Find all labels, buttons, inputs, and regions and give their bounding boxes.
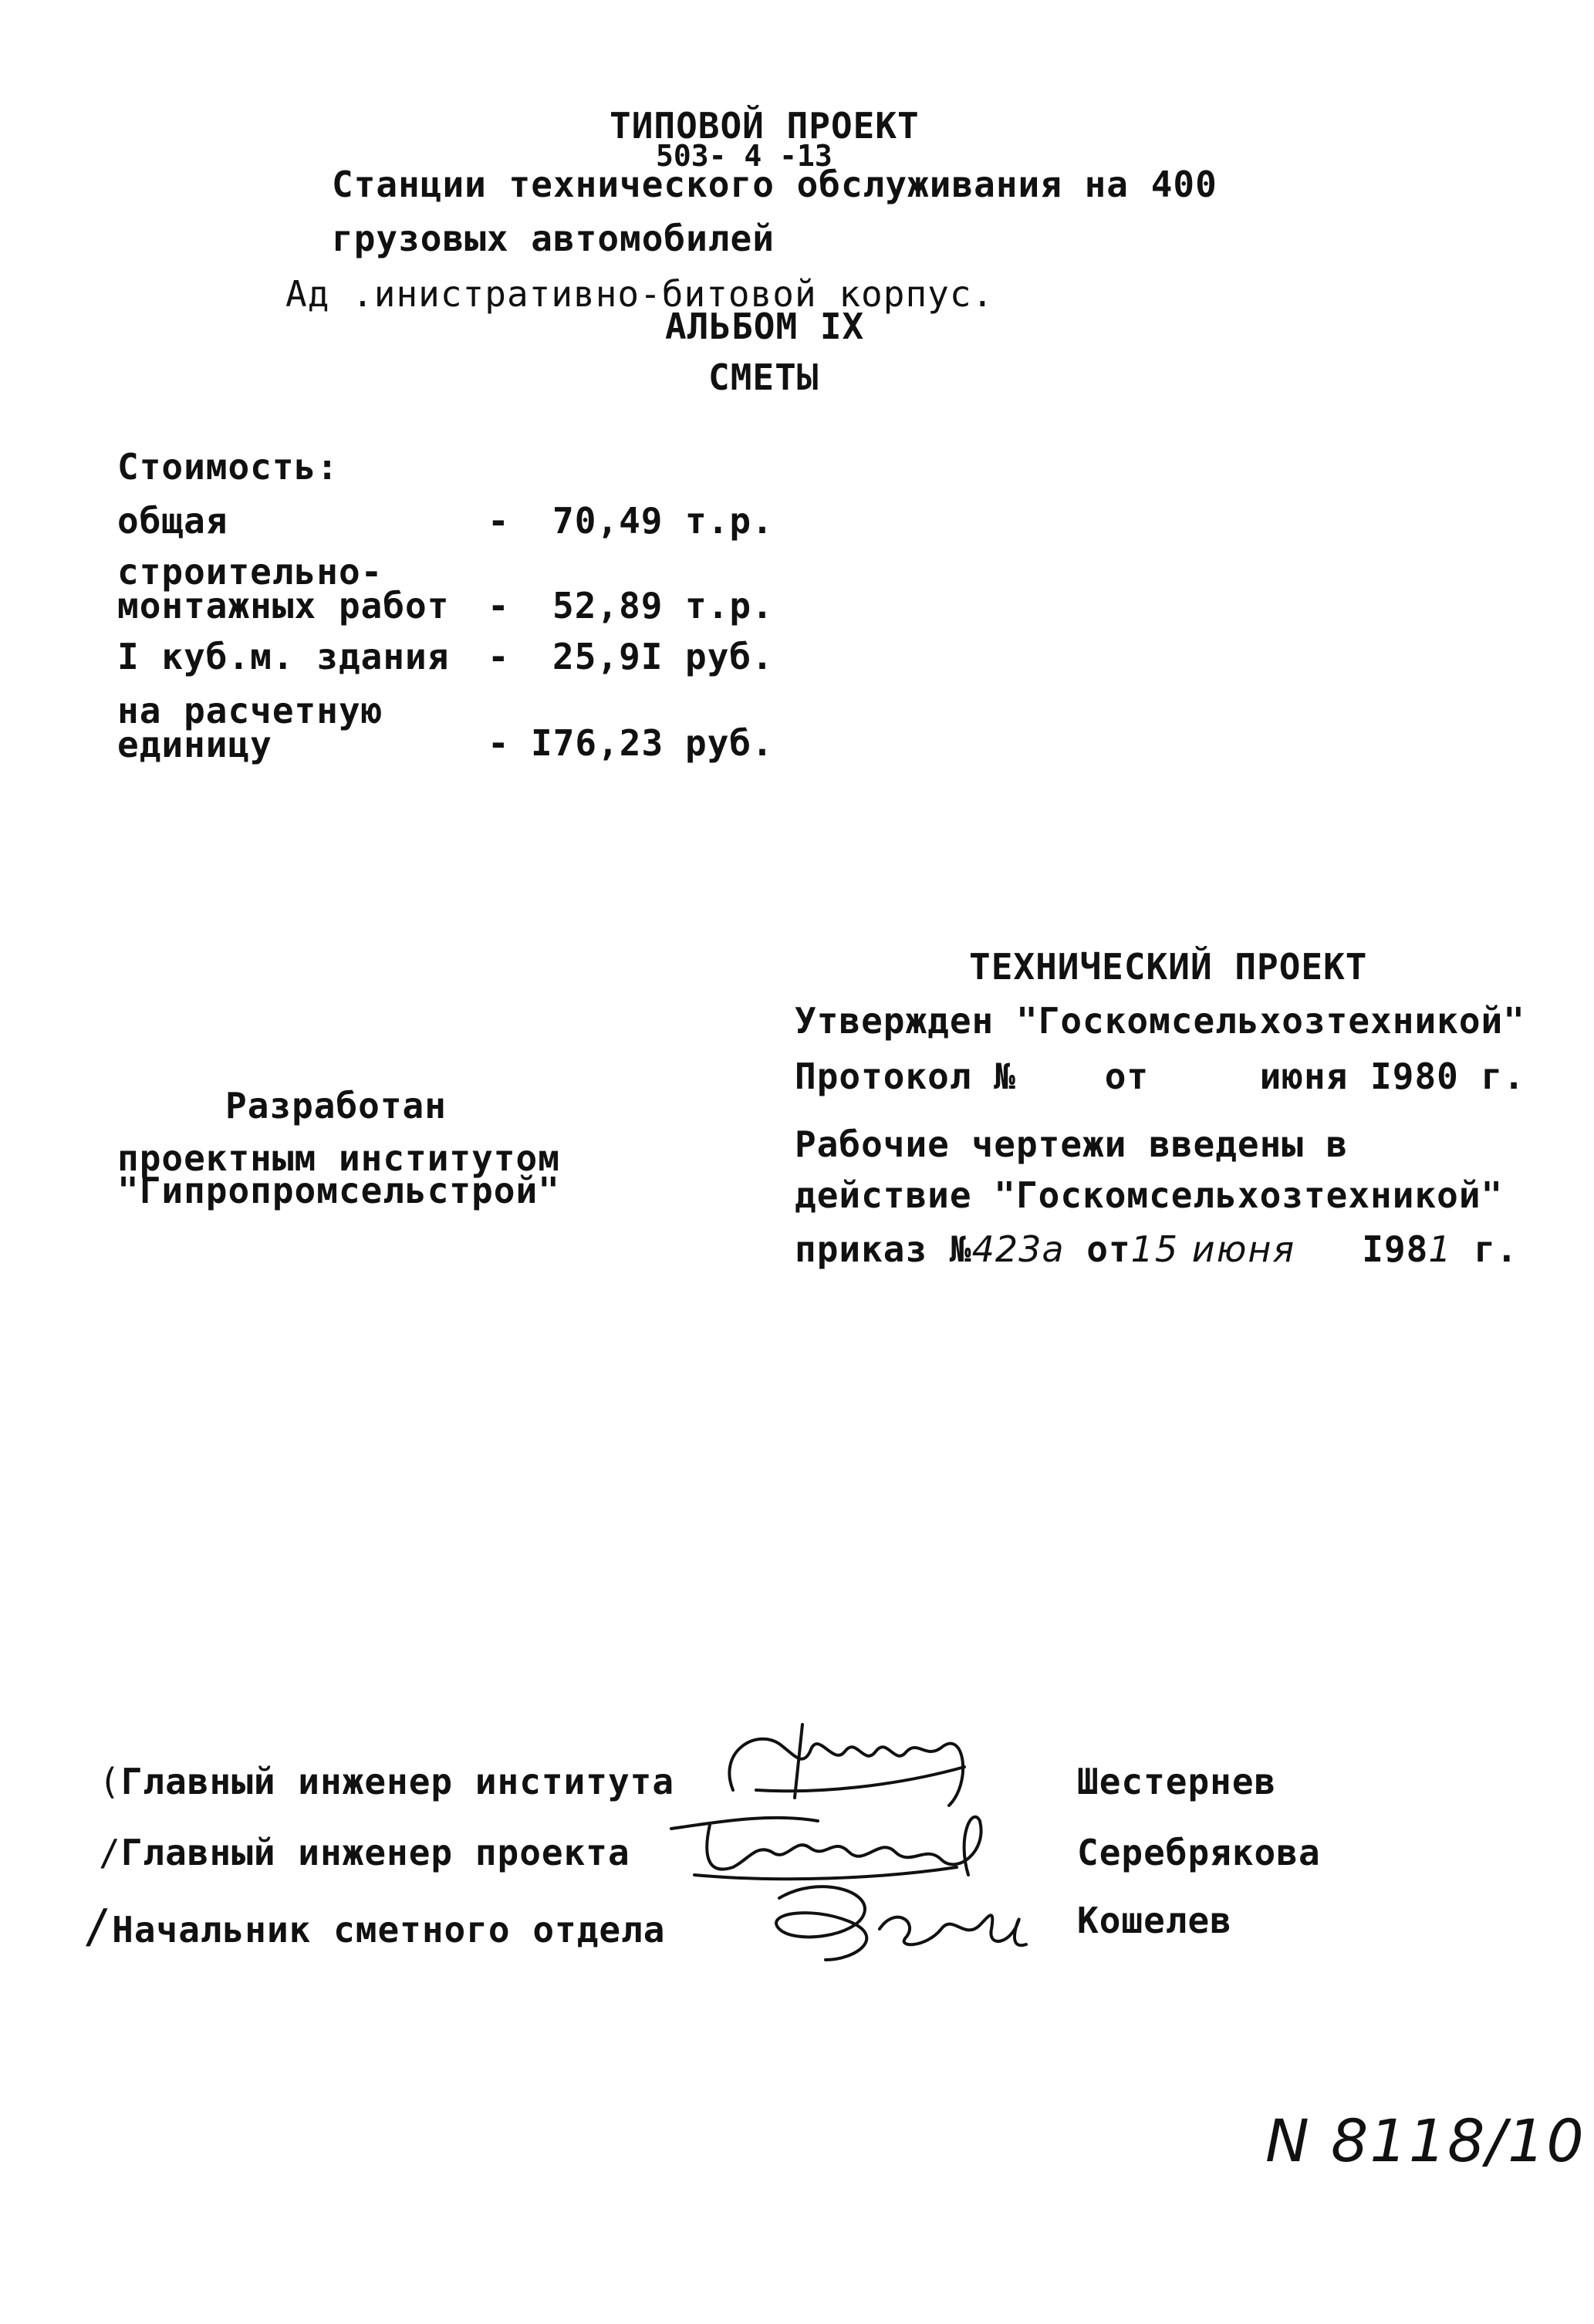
- album-label: АЛЬБОМ IX: [665, 306, 865, 347]
- signature-scribble-3: [748, 1875, 1072, 1968]
- order-date: 15 июня: [1130, 1228, 1296, 1270]
- cost-cubic-unit: руб.: [685, 636, 774, 677]
- doc-type-title: ТИПОВОЙ ПРОЕКТ: [610, 105, 920, 147]
- approval-line-5: [795, 1228, 1518, 1270]
- signature-mark: (: [99, 1761, 121, 1802]
- cost-unit-unit: руб.: [685, 722, 774, 764]
- approval-line-1: Утвержден "Госкомсельхозтехникой": [795, 1000, 1525, 1042]
- developer-line-1: Разработан: [225, 1085, 447, 1127]
- cost-cubic-value: 25,9I: [552, 636, 664, 677]
- order-number: 423а: [971, 1228, 1065, 1270]
- cost-total-label: общая: [117, 500, 228, 542]
- cost-total-unit: т.р.: [685, 500, 774, 542]
- signature-name-3: Кошелев: [1077, 1900, 1232, 1941]
- signature-role: Главный инженер проекта: [120, 1832, 630, 1873]
- signature-scribble-1: [710, 1721, 1034, 1813]
- cost-construction-label-2: монтажных работ: [117, 585, 450, 627]
- developer-line-3: "Гипропромсельстрой": [117, 1170, 560, 1211]
- cost-heading: Стоимость:: [117, 446, 339, 488]
- signature-role: Главный инженер института: [120, 1761, 675, 1802]
- signature-name-1: Шестернев: [1077, 1761, 1277, 1802]
- cost-unit-value: I76,23: [531, 722, 664, 764]
- order-prefix: приказ №: [795, 1228, 972, 1270]
- approval-line-2: Протокол № от июня I980 г.: [795, 1056, 1525, 1097]
- order-from: от: [1086, 1228, 1131, 1270]
- cost-cubic-dash: -: [488, 636, 510, 677]
- header-line-1: Станции технического обслуживания на 400: [332, 164, 1217, 205]
- cost-unit-dash: -: [488, 722, 510, 764]
- signature-row-1: [99, 1761, 674, 1802]
- approval-title: ТЕХНИЧЕСКИЙ ПРОЕКТ: [969, 946, 1368, 988]
- order-year-suffix: г.: [1474, 1228, 1518, 1270]
- cost-unit-label-1: на расчетную: [117, 690, 383, 731]
- signature-mark: /: [99, 1832, 121, 1873]
- order-year-digit: 1: [1428, 1228, 1452, 1270]
- cost-cubic-label: I куб.м. здания: [117, 636, 450, 677]
- header-line-3: Ад .инистративно-битовой корпус.: [285, 273, 995, 315]
- cost-construction-dash: -: [488, 585, 510, 627]
- cost-construction-unit: т.р.: [685, 585, 774, 627]
- cost-total-value: 70,49: [552, 500, 664, 542]
- cost-total-dash: -: [488, 500, 510, 542]
- cost-construction-label-1: строительно-: [117, 551, 383, 593]
- signature-name-2: Серебрякова: [1077, 1832, 1321, 1873]
- approval-line-4: действие "Госкомсельхозтехникой": [795, 1174, 1504, 1216]
- signature-role: Начальник сметного отдела: [112, 1909, 666, 1951]
- header-line-2: грузовых автомобилей: [332, 218, 775, 259]
- approval-line-3: Рабочие чертежи введены в: [795, 1123, 1349, 1165]
- section-title: СМЕТЫ: [708, 356, 819, 398]
- cost-unit-label-2: единицу: [117, 724, 272, 765]
- project-number: 503- 4 -13: [656, 139, 832, 173]
- cost-construction-value: 52,89: [552, 585, 664, 627]
- order-year: I98: [1362, 1228, 1429, 1270]
- developer-line-2: проектным институтом: [117, 1137, 560, 1179]
- inventory-number: N 8118/10: [1265, 2106, 1586, 2175]
- signature-mark: /: [83, 1900, 113, 1954]
- signature-row-2: [99, 1832, 630, 1873]
- signature-row-3: [83, 1900, 665, 1954]
